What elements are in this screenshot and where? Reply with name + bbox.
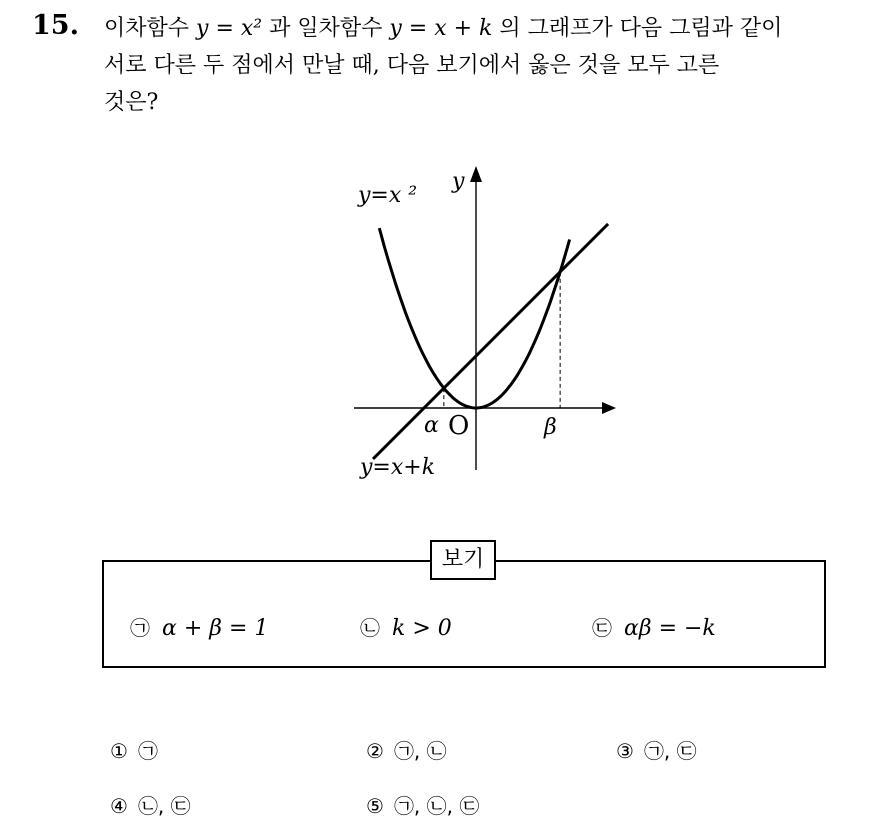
bogi-symbol-2: ㉡ — [360, 616, 380, 640]
choice-5-answer: ㉠, ㉡, ㉢ — [393, 794, 480, 818]
bogi-title: 보기 — [430, 540, 496, 580]
x-axis-arrow-icon — [602, 402, 616, 414]
choice-1[interactable] — [110, 735, 158, 764]
choice-2-answer: ㉠, ㉡ — [393, 739, 447, 763]
choice-4[interactable] — [110, 790, 191, 819]
choice-3-number: ③ — [616, 739, 634, 763]
beta-label: β — [544, 415, 557, 440]
graph-svg — [340, 158, 620, 488]
choice-4-answer: ㉡, ㉢ — [137, 794, 191, 818]
bogi-expr-2: k > 0 — [392, 616, 452, 641]
graph-figure — [340, 158, 620, 492]
stem-math-line: y = x + k — [389, 16, 493, 41]
line-label: y=x+k — [360, 455, 436, 480]
question-line-2: 서로 다른 두 점에서 만날 때, 다음 보기에서 옳은 것을 모두 고른 — [104, 53, 720, 78]
question-stem — [104, 10, 864, 121]
stem-math-parabola: y = x² — [196, 16, 263, 41]
bogi-item-3 — [592, 612, 716, 641]
y-axis-label: y — [452, 169, 465, 194]
bogi-item-1 — [130, 612, 268, 641]
y-axis-arrow-icon — [470, 166, 482, 182]
alpha-label: α — [424, 413, 439, 438]
bogi-expr-1: α + β = 1 — [162, 616, 269, 641]
choice-3[interactable] — [616, 735, 697, 764]
parabola-label: y=x ² — [358, 183, 418, 208]
stem-text-1: 이차함수 — [104, 16, 197, 41]
parabola-curve — [379, 228, 569, 408]
bogi-symbol-3: ㉢ — [592, 616, 612, 640]
choice-2-number: ② — [366, 739, 384, 763]
stem-text-2: 과 일차함수 — [262, 16, 390, 41]
choice-2[interactable] — [366, 735, 447, 764]
choice-3-answer: ㉠, ㉢ — [643, 739, 697, 763]
choice-5-number: ⑤ — [366, 794, 384, 818]
origin-label: O — [448, 411, 470, 441]
choice-1-number: ① — [110, 739, 128, 763]
choice-4-number: ④ — [110, 794, 128, 818]
question-line-3: 것은? — [104, 90, 159, 115]
bogi-symbol-1: ㉠ — [130, 616, 150, 640]
line-graph — [373, 224, 608, 459]
choice-1-answer: ㉠ — [137, 739, 158, 763]
stem-text-3: 의 그래프가 다음 그림과 같이 — [492, 16, 783, 41]
choice-5[interactable] — [366, 790, 479, 819]
question-number: 15. — [32, 10, 79, 41]
question-line-1 — [104, 10, 864, 47]
bogi-expr-3: αβ = −k — [624, 616, 716, 641]
bogi-item-2 — [360, 612, 452, 641]
